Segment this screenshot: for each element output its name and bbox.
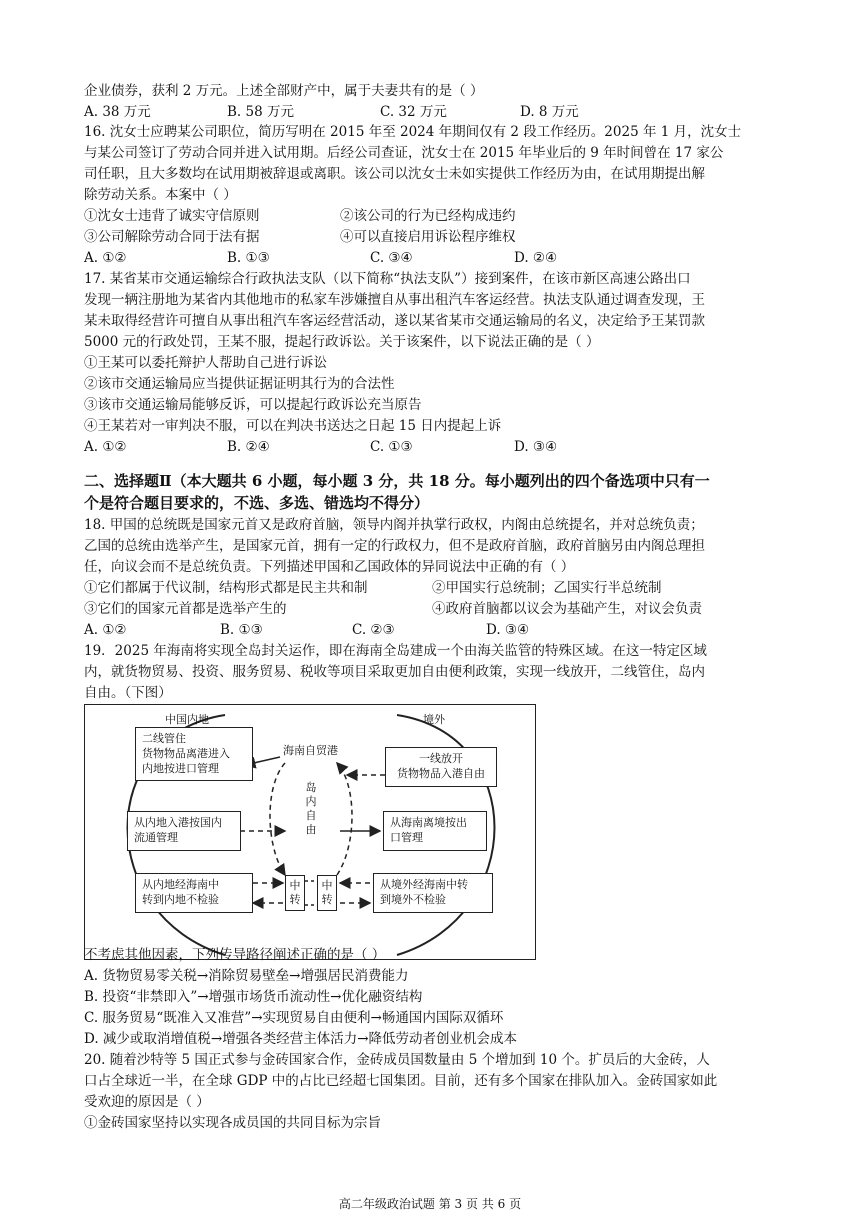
label-hainan-port: 海南自贸港	[283, 744, 338, 757]
transit-abroad-text-2: 到境外不检验	[380, 893, 446, 906]
second-line-text-1: 货物物品离港进入	[142, 747, 230, 760]
q15-options	[84, 101, 784, 123]
q16-line-4: 除劳动关系。本案中（ ）	[84, 187, 237, 203]
q16-statement-2: ②该公司的行为已经构成违约	[340, 208, 516, 224]
q15-option-c: C. 32 万元	[380, 104, 447, 120]
q17-line-4: 5000 元的行政处罚，王某不服，提起行政诉讼。关于该案件，以下说法正确的是（ ）	[84, 334, 600, 350]
first-line-title: 一线放开	[419, 752, 463, 765]
q18-statement-2: ②甲国实行总统制；乙国实行半总统制	[432, 580, 662, 596]
q19-line-1: 19．2025 年海南将实现全岛封关运作，即在海南全岛建成一个由海关监管的特殊区域。在这一特定区域	[84, 643, 707, 659]
q20-line-3: 受欢迎的原因是（ ）	[84, 1094, 210, 1110]
transit-mainland-text-2: 转到内地不检验	[142, 893, 219, 906]
q18-statement-1: ①它们都属于代议制，结构形式都是民主共和制	[84, 580, 368, 596]
q19-question: 不考虑其他因素，下列传导路径阐述正确的是（ ）	[84, 947, 386, 963]
q19-line-3: 自由。（下图）	[84, 685, 172, 701]
hainan-ftp-diagram	[84, 704, 536, 960]
q16-option-d: D. ②④	[514, 250, 558, 266]
q18-statements-row-2	[84, 598, 784, 620]
island-free-char-1: 岛	[305, 781, 317, 794]
q17-line-2: 发现一辆注册地为某省内其他地市的私家车涉嫌擅自从事出租汽车客运经营。执法支队通过调查发现，王	[84, 292, 705, 308]
transit-right-char-2: 转	[321, 893, 333, 906]
second-line-title: 二线管住	[142, 732, 186, 745]
mainland-to-port-text-2: 流通管理	[134, 831, 178, 844]
island-free-arrow-left	[270, 763, 285, 875]
box-port-exit	[383, 811, 487, 851]
transit-left-char-2: 转	[289, 893, 301, 906]
q18-option-a: A. ①②	[84, 622, 127, 638]
q17-line-1: 17. 某省某市交通运输综合行政执法支队（以下简称“执法支队”）接到案件，在该市新区高速公路出口	[84, 271, 691, 287]
port-exit-text-1: 从海南离境按出	[390, 816, 467, 829]
transit-mainland-text-1: 从内地经海南中	[142, 878, 219, 891]
port-exit-text-2: 口管理	[390, 831, 423, 844]
q16-option-a: A. ①②	[84, 250, 127, 266]
q17-statement-1: ①王某可以委托辩护人帮助自己进行诉讼	[84, 355, 327, 371]
label-island-free	[304, 781, 318, 837]
q18-option-d: D. ③④	[486, 622, 530, 638]
box-first-line-open	[385, 747, 497, 787]
q16-statements-row-2	[84, 226, 784, 248]
transit-right-char-1: 中	[321, 879, 333, 892]
q15-tail-line: 企业债券，获利 2 万元。上述全部财产中，属于夫妻共有的是（ ）	[84, 83, 484, 99]
q15-option-d: D. 8 万元	[520, 104, 579, 120]
section2-heading-line-2: 个是符合题目要求的，不选、多选、错选均不得分）	[84, 494, 430, 512]
q17-option-b: B. ②④	[227, 439, 270, 455]
q18-option-b: B. ①③	[220, 622, 263, 638]
q16-line-3: 司任职，且大多数均在试用期被辞退或离职。该公司以沈女士未如实提供工作经历为由，在试用期提出解	[84, 166, 705, 182]
q15-option-b: B. 58 万元	[227, 104, 294, 120]
q16-option-c: C. ③④	[370, 250, 413, 266]
q17-options	[84, 436, 784, 458]
q17-option-c: C. ①③	[370, 439, 413, 455]
q17-option-d: D. ③④	[514, 439, 558, 455]
q19-option-a: A. 货物贸易零关税→消除贸易壁垒→增强居民消费能力	[84, 968, 409, 984]
island-free-char-4: 由	[305, 823, 317, 836]
q19-option-c: C. 服务贸易“既准入又准营”→实现贸易自由便利→畅通国内国际双循环	[84, 1010, 504, 1026]
page-footer: 高二年级政治试题 第 3 页 共 6 页	[338, 1197, 522, 1211]
q16-options	[84, 247, 784, 269]
q17-statement-4: ④王某若对一审判决不服，可以在判决书送达之日起 15 日内提起上诉	[84, 418, 502, 434]
q18-statement-4: ④政府首脑都以议会为基础产生，对议会负责	[432, 601, 702, 617]
island-free-char-2: 内	[305, 795, 317, 808]
q19-option-b: B. 投资“非禁即入”→增强市场货币流动性→优化融资结构	[84, 989, 423, 1005]
q17-line-3: 某未取得经营许可擅自从事出租汽车客运经营活动，遂以某省某市交通运输局的名义，决定给予王某罚款	[84, 313, 705, 329]
mainland-to-port-text-1: 从内地入港按国内	[134, 816, 222, 829]
box-transit-mainland	[135, 873, 253, 913]
first-line-text: 货物物品入港自由	[397, 767, 485, 780]
q18-option-c: C. ②③	[352, 622, 395, 638]
label-abroad: 境外	[423, 713, 445, 726]
q18-statement-3: ③它们的国家元首都是选举产生的	[84, 601, 287, 617]
island-free-char-3: 自	[305, 809, 317, 822]
q16-statement-4: ④可以直接启用诉讼程序维权	[340, 229, 516, 245]
q18-options	[84, 619, 784, 641]
q19-line-2: 内，就货物贸易、投资、服务贸易、税收等项目采取更加自由便利政策，实现一线放开，二线管住，岛内	[84, 664, 705, 680]
q16-statement-3: ③公司解除劳动合同于法有据	[84, 229, 260, 245]
q17-statement-2: ②该市交通运输局应当提供证据证明其行为的合法性	[84, 376, 395, 392]
q18-line-2: 乙国的总统由选举产生，是国家元首，拥有一定的行政权力，但不是政府首脑，政府首脑另由内阁总理担	[84, 538, 705, 554]
q16-line-2: 与某公司签订了劳动合同并进入试用期。后经公司查证，沈女士在 2015 年毕业后的 9 年时间曾在 17 家公	[84, 145, 724, 161]
box-transit-abroad	[373, 873, 493, 913]
transit-node-left	[285, 875, 305, 911]
q18-line-3: 任，向议会而不是总统负责。下列描述甲国和乙国政体的异同说法中正确的有（ ）	[84, 559, 575, 575]
q20-line-2: 口占全球近一半，在全球 GDP 中的占比已经超七国集团。目前，还有多个国家在排队加入。金砖国家如此	[84, 1073, 718, 1089]
q16-statement-1: ①沈女士违背了诚实守信原则	[84, 208, 260, 224]
q17-statement-3: ③该市交通运输局能够反诉，可以提起行政诉讼充当原告	[84, 397, 422, 413]
q15-option-a: A. 38 万元	[84, 104, 151, 120]
transit-node-right	[317, 875, 337, 911]
q18-statements-row-1	[84, 577, 784, 599]
q18-line-1: 18. 甲国的总统既是国家元首又是政府首脑，领导内阁并执掌行政权，内阁由总统提名，并对总统负责；	[84, 517, 704, 533]
q16-statements-row-1	[84, 205, 784, 227]
q16-option-b: B. ①③	[227, 250, 270, 266]
transit-abroad-text-1: 从境外经海南中转	[380, 878, 468, 891]
box-second-line-control	[135, 727, 253, 781]
q19-option-d: D. 减少或取消增值税→增强各类经营主体活力→降低劳动者创业机会成本	[84, 1031, 518, 1047]
island-free-arrow-right	[337, 763, 352, 875]
transit-left-char-1: 中	[289, 879, 301, 892]
q20-line-1: 20. 随着沙特等 5 国正式参与金砖国家合作，金砖成员国数量由 5 个增加到 10 个。扩员后的大金砖，人	[84, 1052, 710, 1068]
q16-line-1: 16. 沈女士应聘某公司职位，简历写明在 2015 年至 2024 年期间仅有 2 段工作经历。2025 年 1 月，沈女士	[84, 124, 742, 140]
q20-statement-1: ①金砖国家坚持以实现各成员国的共同目标为宗旨	[84, 1115, 381, 1131]
box-mainland-to-port	[127, 811, 241, 851]
second-line-text-2: 内地按进口管理	[142, 762, 219, 775]
section2-heading-line-1: 二、选择题Ⅱ（本大题共 6 小题，每小题 3 分，共 18 分。每小题列出的四个备选项中只有一	[84, 472, 710, 490]
q17-option-a: A. ①②	[84, 439, 127, 455]
label-mainland: 中国内地	[165, 713, 209, 726]
